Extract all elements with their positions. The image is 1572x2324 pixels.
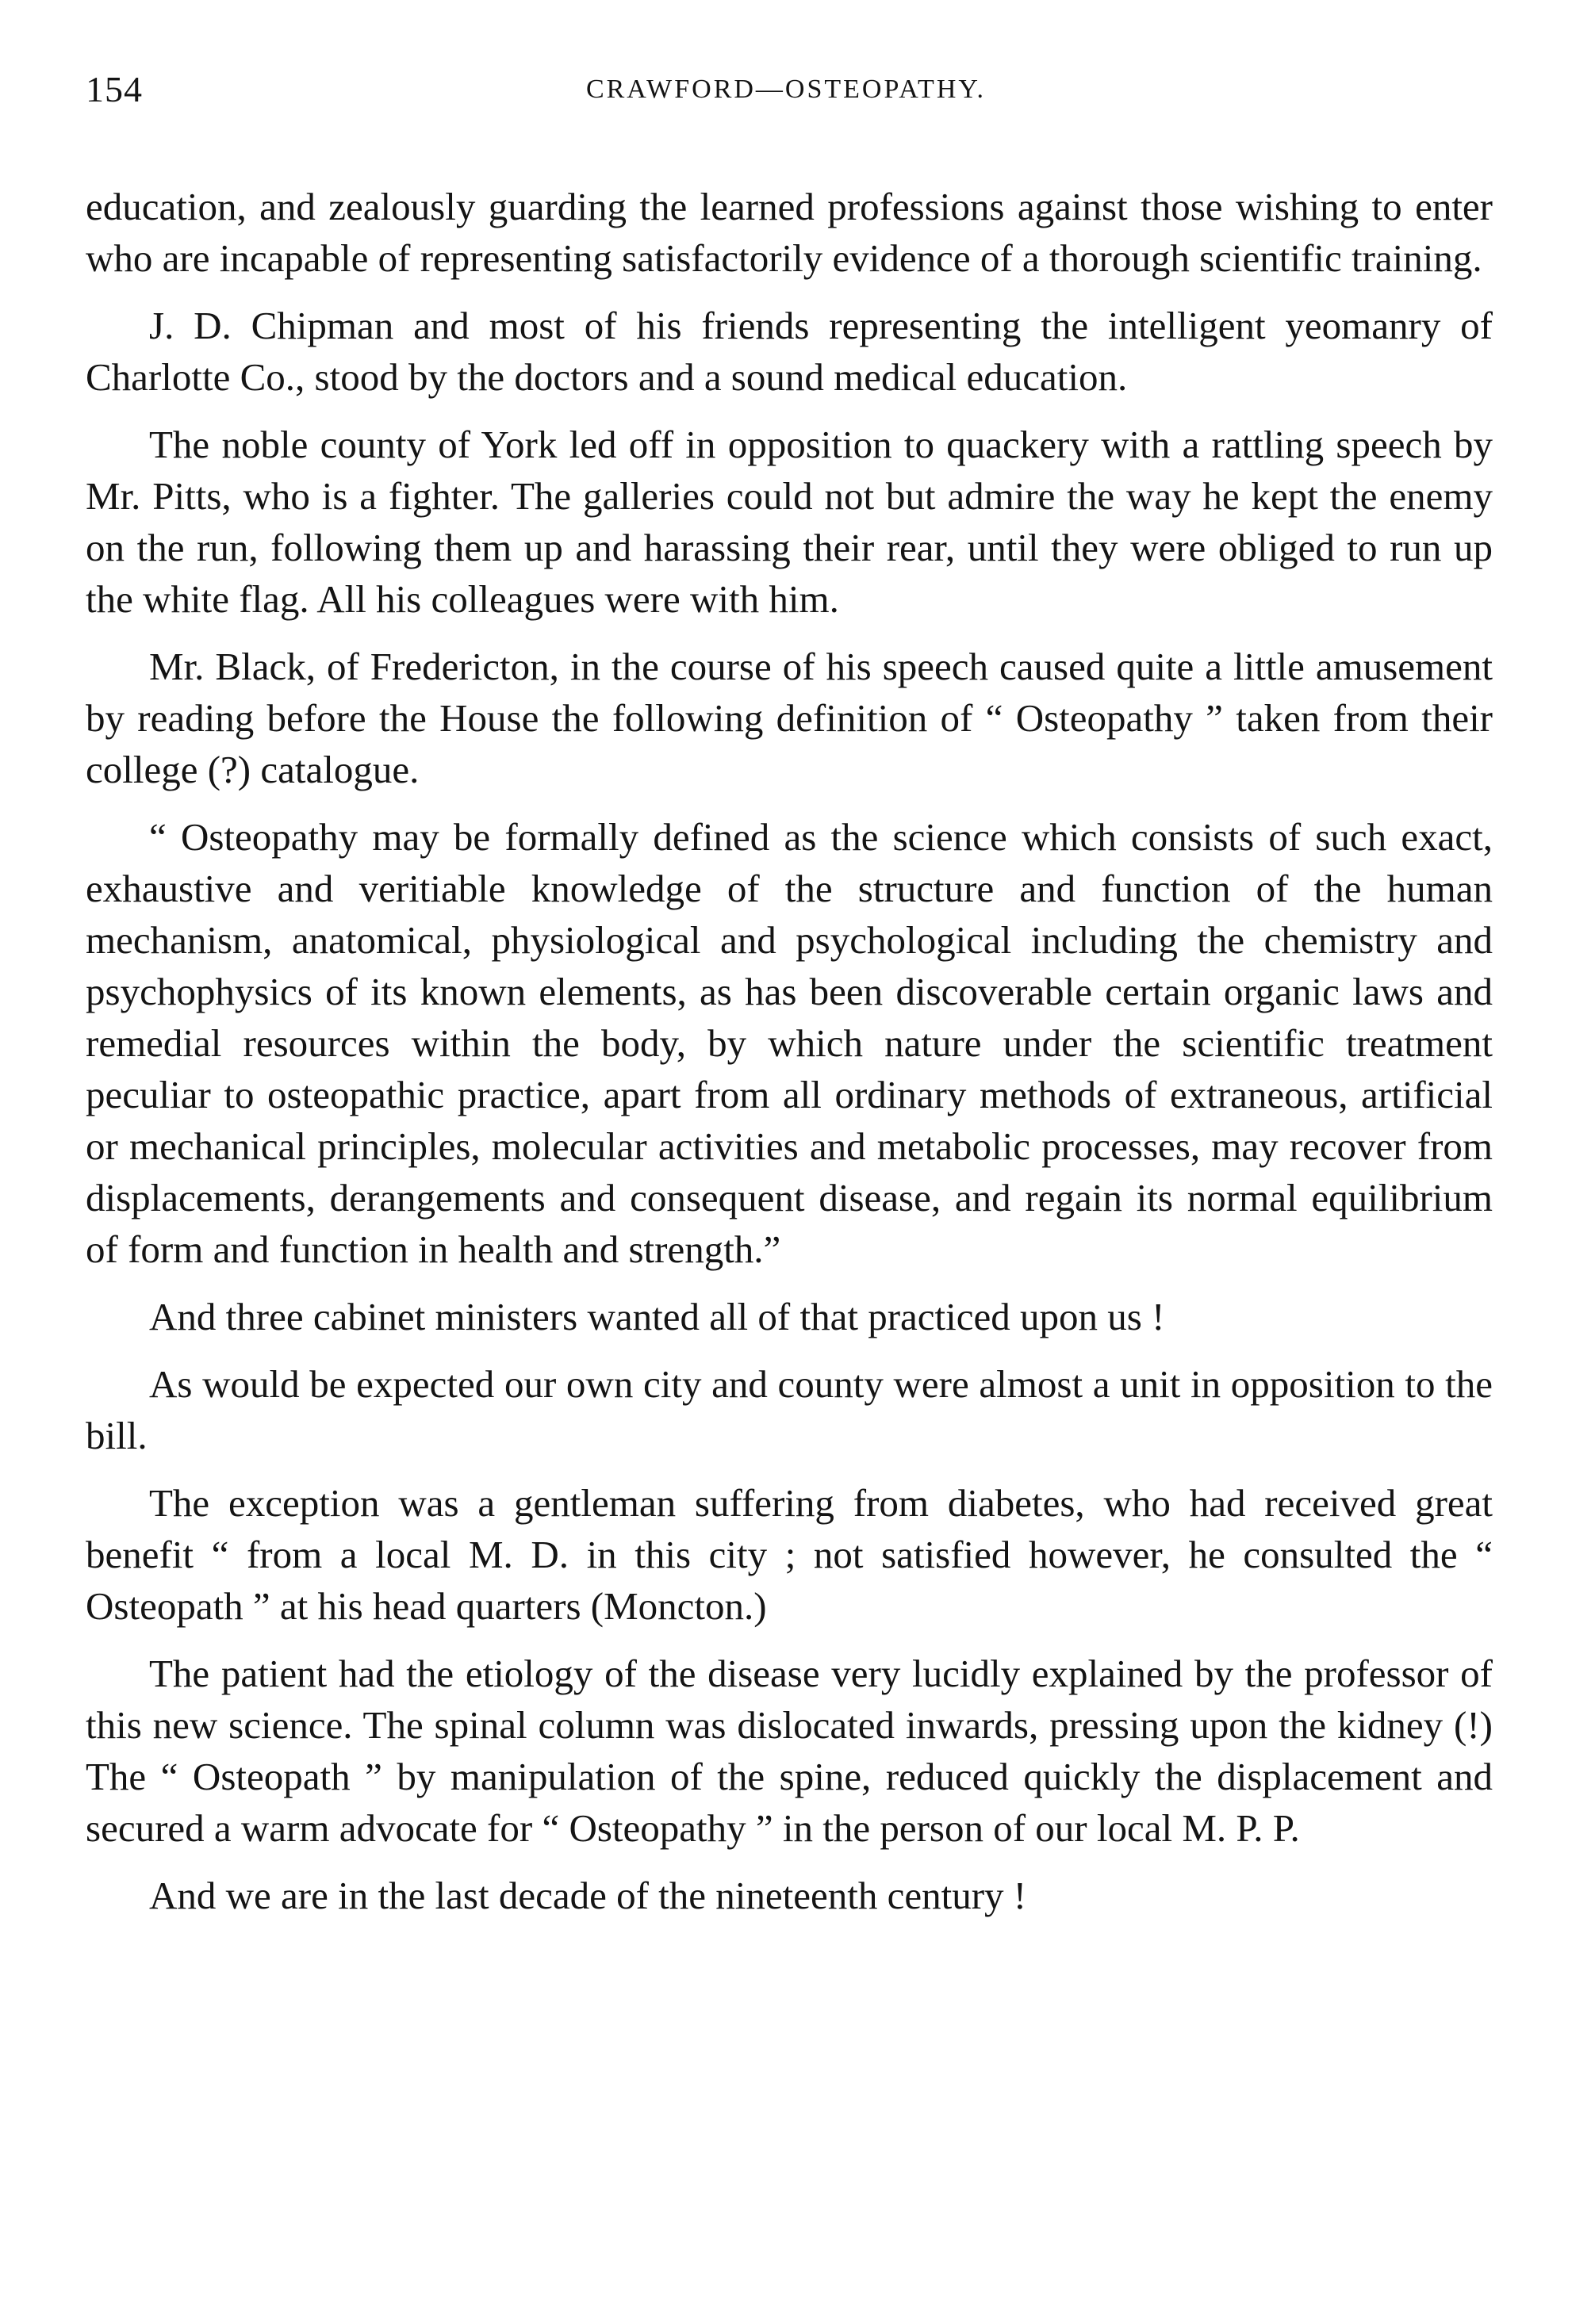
paragraph-closing: And we are in the last decade of the nineteenth century ! (149, 1874, 1027, 1917)
page-header (86, 68, 1486, 116)
paragraph-black: Mr. Black, of Fredericton, in the course of his speech caused quite a little amusement by reading before the House the following definition of “ Osteopathy ” taken from their college (?) catalogue. (86, 645, 1493, 791)
paragraph-cabinet: And three cabinet ministers wanted all of that practiced upon us ! (149, 1295, 1165, 1338)
paragraph-definition-quote: “ Osteopathy may be formally defined as the science which consists of such exact, exhaustive and veritiable knowledge of the structure and function of the human mechanism, anatomical, physiological and psychological including the chemistry and psychophysics of its known elements, as has been discoverable certain organic laws and remedial resources within the body, by which nature under the scientific treatment peculiar to osteopathic practice, apart from all ordinary methods of extraneous, artificial or mechanical principles, molecular activities and metabolic processes, may recover from displacements, derangements and consequent disease, and regain its normal equilibrium of form and function in health and strength.” (86, 815, 1493, 1271)
paragraph-exception: The exception was a gentleman suffering from diabetes, who had received great benefit “ from a local M. D. in this city ; not satisfied however, he consulted the “ Osteopath ” at his head quarters (Moncton.) (86, 1481, 1493, 1628)
paragraph-city-county: As would be expected our own city and county were almost a unit in opposition to the bill. (86, 1362, 1493, 1457)
paragraph-chipman: J. D. Chipman and most of his friends representing the intelligent yeomanry of Charlotte Co., stood by the doctors and a sound medical education. (86, 304, 1493, 399)
paragraph-patient: The patient had the etiology of the disease very lucidly explained by the professor of this new science. The spinal column was dislocated inwards, pressing upon the kidney (!) The “ Osteopath ” by manipulation of the spine, reduced quickly the displacement and secured a warm advocate for “ Osteopathy ” in the person of our local M. P. P. (86, 1652, 1493, 1850)
body-text (86, 181, 1493, 1937)
page-number: 154 (86, 69, 143, 109)
running-head: CRAWFORD—OSTEOPATHY. (585, 75, 987, 104)
paragraph-continued: education, and zealously guarding the learned professions against those wishing to enter who are incapable of representing satisfactorily evidence of a thorough scientific training. (86, 185, 1493, 280)
paragraph-york: The noble county of York led off in opposition to quackery with a rattling speech by Mr. Pitts, who is a fighter. The galleries could not but admire the way he kept the enemy on the run, following them up and harassing their rear, until they were obliged to run up the white flag. All his colleagues were with him. (86, 423, 1493, 621)
